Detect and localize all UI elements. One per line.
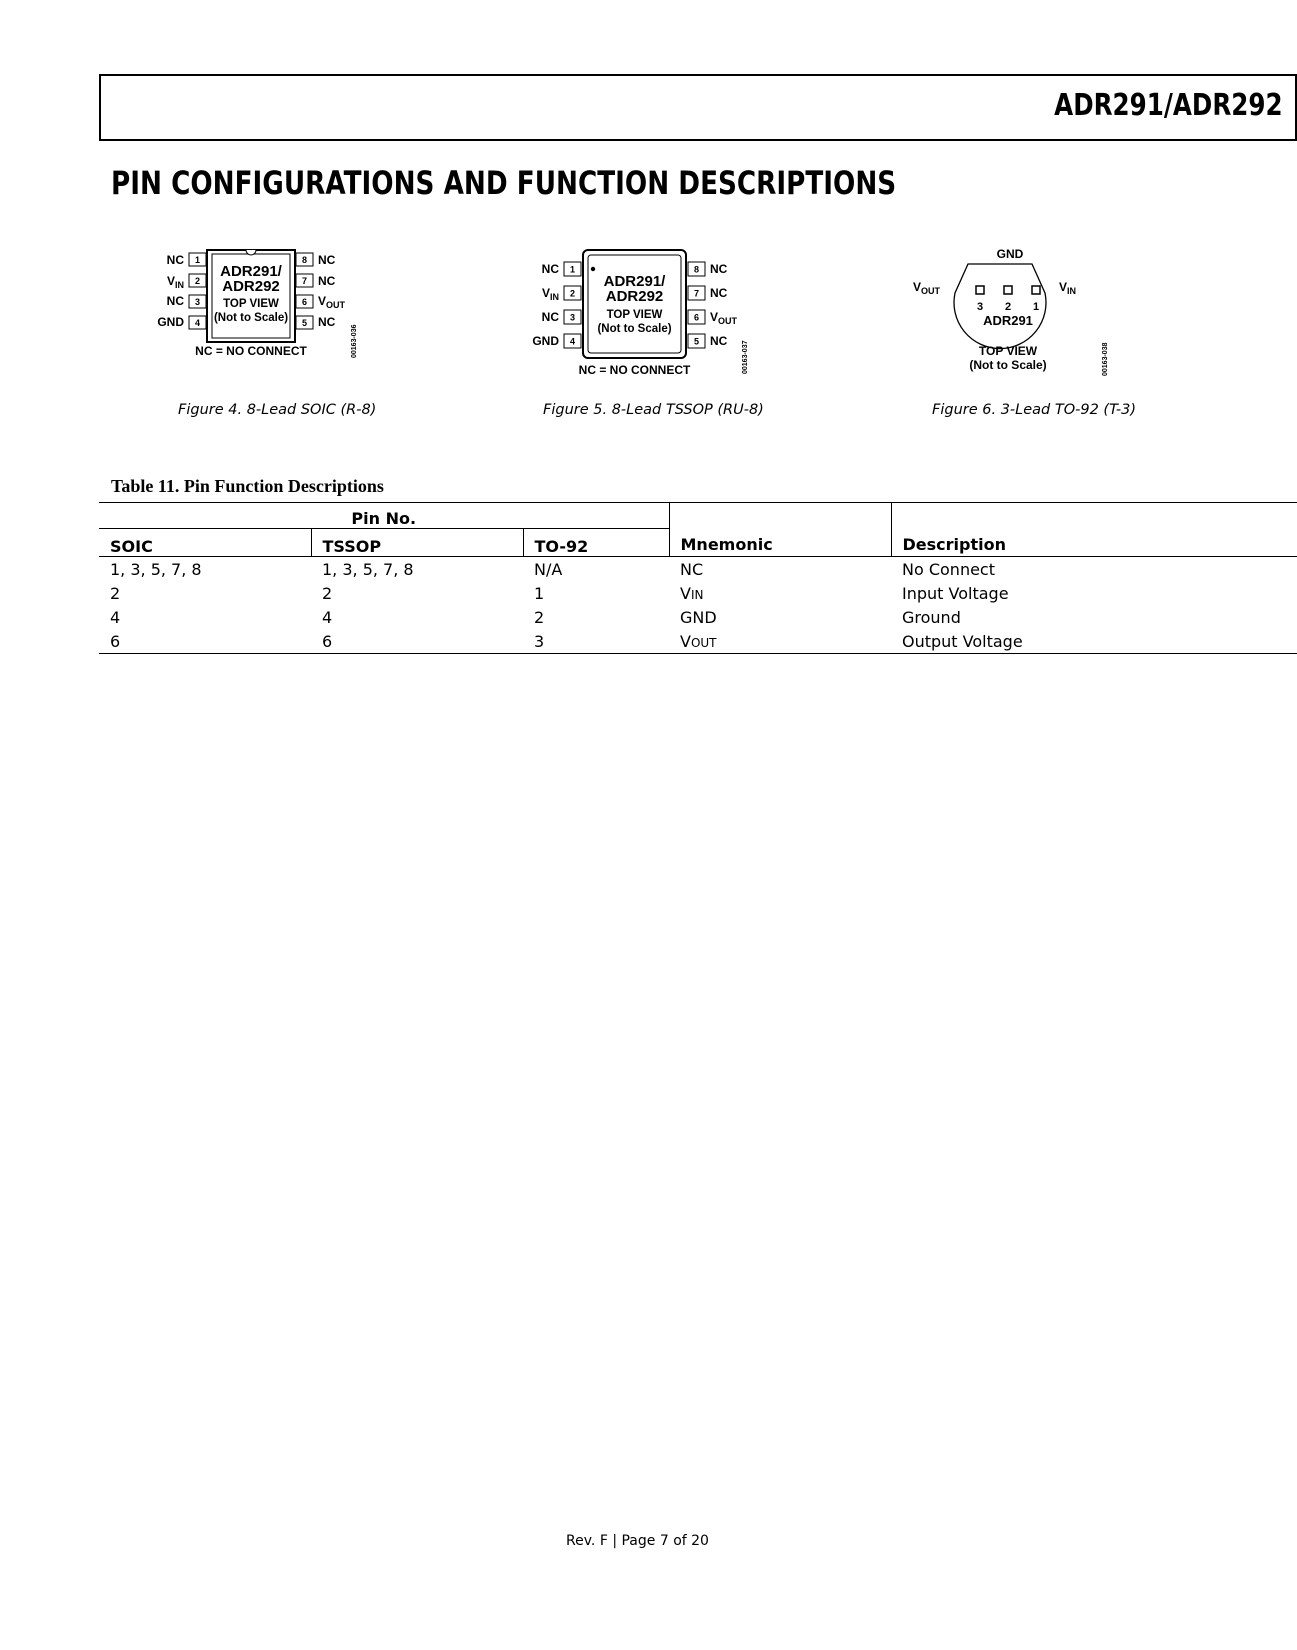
tssop-pin-label: NC [541,262,559,276]
tssop-pin-label: NC [710,286,728,300]
soic-pin-label: GND [157,315,184,329]
cell-description: Input Voltage [902,583,1009,603]
figure-6-caption: Figure 6. 3-Lead TO-92 (T-3) [932,402,1136,418]
to92-view-line1: TOP VIEW [978,344,1038,358]
tssop-pin-num: 8 [693,264,700,275]
col-header-to92: TO-92 [523,529,669,557]
figure-tssop [525,244,765,384]
soic-chip-line1: ADR291/ [220,263,282,280]
soic-pin-label: NC [318,253,336,267]
tssop-pin-label: $V_{IN}$ [541,286,559,302]
page-header [99,74,1297,141]
to92-device-label: ADR291 [983,313,1033,328]
table-row [99,605,1297,629]
tssop-pin-label: NC [710,262,728,276]
cell-tssop: 4 [322,607,333,627]
cell-mnemonic: NC [680,559,704,579]
tssop-view-line1: TOP VIEW [606,309,663,321]
figure-4-caption: Figure 4. 8-Lead SOIC (R-8) [178,402,377,418]
cell-description: Ground [902,607,961,627]
soic-pin-num: 1 [194,255,201,265]
soic-pin-label: NC [318,315,336,329]
cell-to92: 1 [534,583,545,603]
soic-pin-label: NC [166,294,184,308]
tssop-pin-num: 1 [569,264,576,275]
tssop-figure-code: 00163-037 [742,340,749,374]
to92-vout-label: $V_{OUT}$ [913,280,941,296]
table-row [99,557,1297,582]
soic-figure-code: 00163-036 [351,324,358,358]
cell-mnemonic: GND [680,607,717,627]
to92-pin-num: 2 [1004,301,1012,313]
cell-soic: 1, 3, 5, 7, 8 [110,559,202,579]
tssop-pin-num: 6 [693,312,700,323]
tssop-chip-line2: ADR292 [605,288,664,305]
col-header-description: Description [891,503,1297,557]
cell-soic: 6 [99,629,311,654]
cell-description: No Connect [902,559,995,579]
figure-5-caption: Figure 5. 8-Lead TSSOP (RU-8) [543,402,764,418]
table-row [99,581,1297,605]
tssop-pin-label: NC [710,334,728,348]
col-header-tssop: TSSOP [311,529,523,557]
tssop-pin-label: $V_{OUT}$ [710,310,738,326]
tssop-pin-label: GND [532,334,559,348]
to92-view-line2: (Not to Scale) [969,358,1047,372]
pin-no-group-header: Pin No. [99,503,669,529]
cell-tssop: 2 [322,583,333,603]
table-row [99,629,1297,654]
soic-pin-label: NC [318,274,336,288]
to92-pin-num: 1 [1032,301,1040,313]
soic-nc-note: NC = NO CONNECT [195,344,307,358]
soic-pin-label: $V_{OUT}$ [318,294,346,310]
page-footer: Rev. F | Page 7 of 20 [566,1533,709,1549]
tssop-pin-num: 5 [693,336,700,347]
tssop-view-line2: (Not to Scale) [597,323,672,335]
soic-pin-num: 3 [194,297,201,307]
soic-pin-num: 6 [301,297,308,307]
soic-pin-label: $V_{IN}$ [166,274,184,290]
to92-pin-num: 3 [976,301,984,313]
soic-pin-num: 5 [301,318,308,328]
cell-mnemonic: VIN [680,583,704,603]
to92-figure-code: 00163-038 [1102,342,1109,376]
soic-view-line1: TOP VIEW [223,298,279,310]
to92-gnd-label: GND [996,247,1024,261]
soic-pin-num: 2 [194,276,201,286]
soic-pin-num: 7 [301,276,308,286]
soic-view-line2: (Not to Scale) [213,312,289,324]
table-title: Table 11. Pin Function Descriptions [111,476,384,496]
cell-mnemonic: VOUT [669,629,891,654]
cell-tssop: 6 [311,629,523,654]
cell-to92: N/A [534,559,563,579]
pin-function-table [99,502,1297,654]
tssop-pin-num: 7 [693,288,700,299]
tssop-pin-num: 4 [569,336,576,347]
tssop-chip-line1: ADR291/ [603,273,666,290]
cell-description: Output Voltage [891,629,1297,654]
to92-vin-label: $V_{IN}$ [1059,280,1077,296]
part-number-title: ADR291/ADR292 [1054,88,1283,123]
figure-soic [150,240,380,370]
section-title: PIN CONFIGURATIONS AND FUNCTION DESCRIPTIONS [111,164,897,202]
tssop-pin-num: 2 [569,288,576,299]
soic-chip-line2: ADR292 [222,278,280,295]
soic-pin-num: 4 [194,318,201,328]
cell-soic: 4 [110,607,121,627]
figure-to92 [913,244,1120,384]
tssop-nc-note: NC = NO CONNECT [578,363,691,377]
soic-pin-num: 8 [301,255,308,265]
col-header-soic: SOIC [99,529,311,557]
cell-tssop: 1, 3, 5, 7, 8 [322,559,414,579]
cell-to92: 2 [534,607,545,627]
tssop-pin-num: 3 [569,312,576,323]
col-header-mnemonic: Mnemonic [669,503,891,557]
tssop-pin-label: NC [541,310,559,324]
soic-pin-label: NC [166,253,184,267]
cell-soic: 2 [110,583,121,603]
cell-to92: 3 [523,629,669,654]
